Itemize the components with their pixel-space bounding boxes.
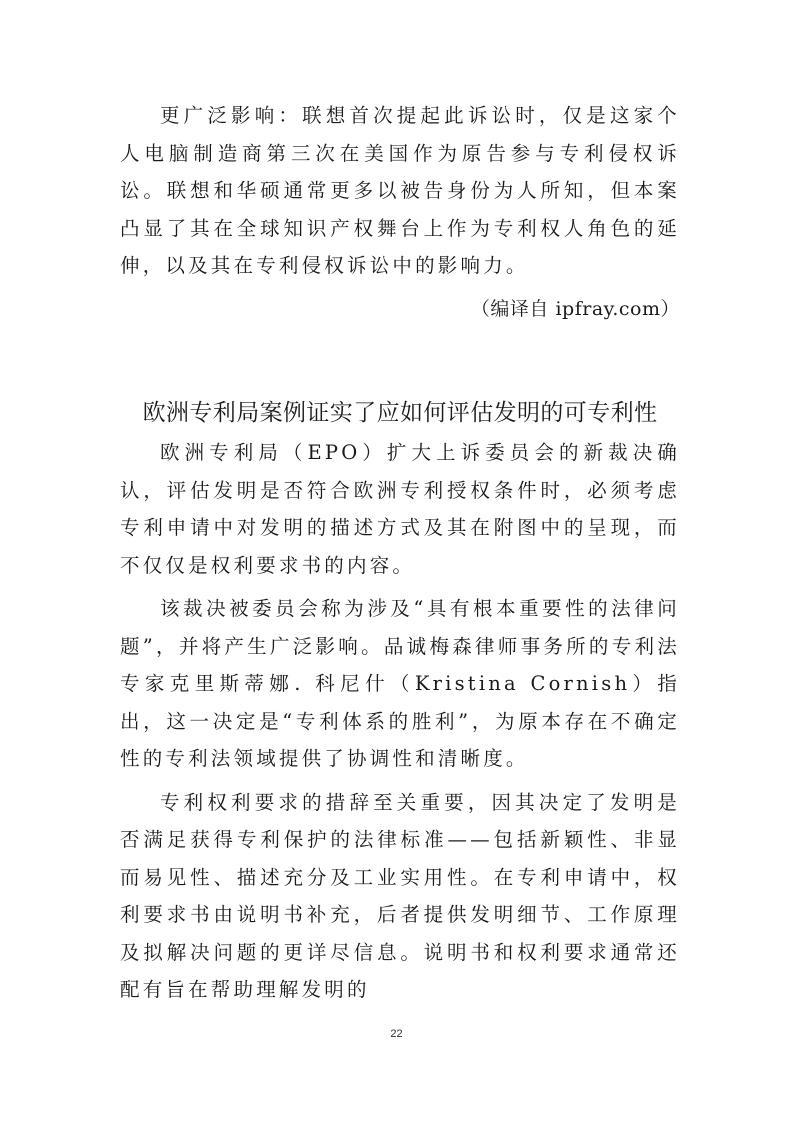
article-paragraph-1: 欧洲专利局（EPO）扩大上诉委员会的新裁决确认，评估发明是否符合欧洲专利授权条件时，必须考虑专利申请中对发明的描述方式及其在附图中的呈现，而不仅仅是权利要求书的内容。 <box>120 441 680 577</box>
article-paragraph-3: 专利权利要求的措辞至关重要，因其决定了发明是否满足获得专利保护的法律标准——包括新颖性、非显而易见性、描述充分及工业实用性。在专利申请中，权利要求书由说明书补充，后者提供发明细节、工作原理及拟解决问题的更详尽信息。说明书和权利要求通常还配有旨在帮助理解发明的 <box>120 790 680 1001</box>
article-paragraph-2: 该裁决被委员会称为涉及“具有根本重要性的法律问题”，并将产生广泛影响。品诚梅森律师事务所的专利法专家克里斯蒂娜. 科尼什（Kristina Cornish）指出，这一决定是“专利体系的胜利”，为原本存在不确定性的专利法领域提供了协调性和清晰度。 <box>120 597 680 770</box>
article-section <box>120 395 680 1009</box>
source-note: （编译自 ipfray.com） <box>470 297 680 320</box>
article-title: 欧洲专利局案例证实了应如何评估发明的可专利性 <box>142 400 658 426</box>
intro-paragraph: 更广泛影响：联想首次提起此诉讼时，仅是这家个人电脑制造商第三次在美国作为原告参与专利侵权诉讼。联想和华硕通常更多以被告身份为人所知，但本案凸显了其在全球知识产权舞台上作为专利权人角色的延伸，以及其在专利侵权诉讼中的影响力。 <box>120 104 680 277</box>
page-number: 22 <box>390 1028 403 1040</box>
intro-section <box>120 97 680 327</box>
